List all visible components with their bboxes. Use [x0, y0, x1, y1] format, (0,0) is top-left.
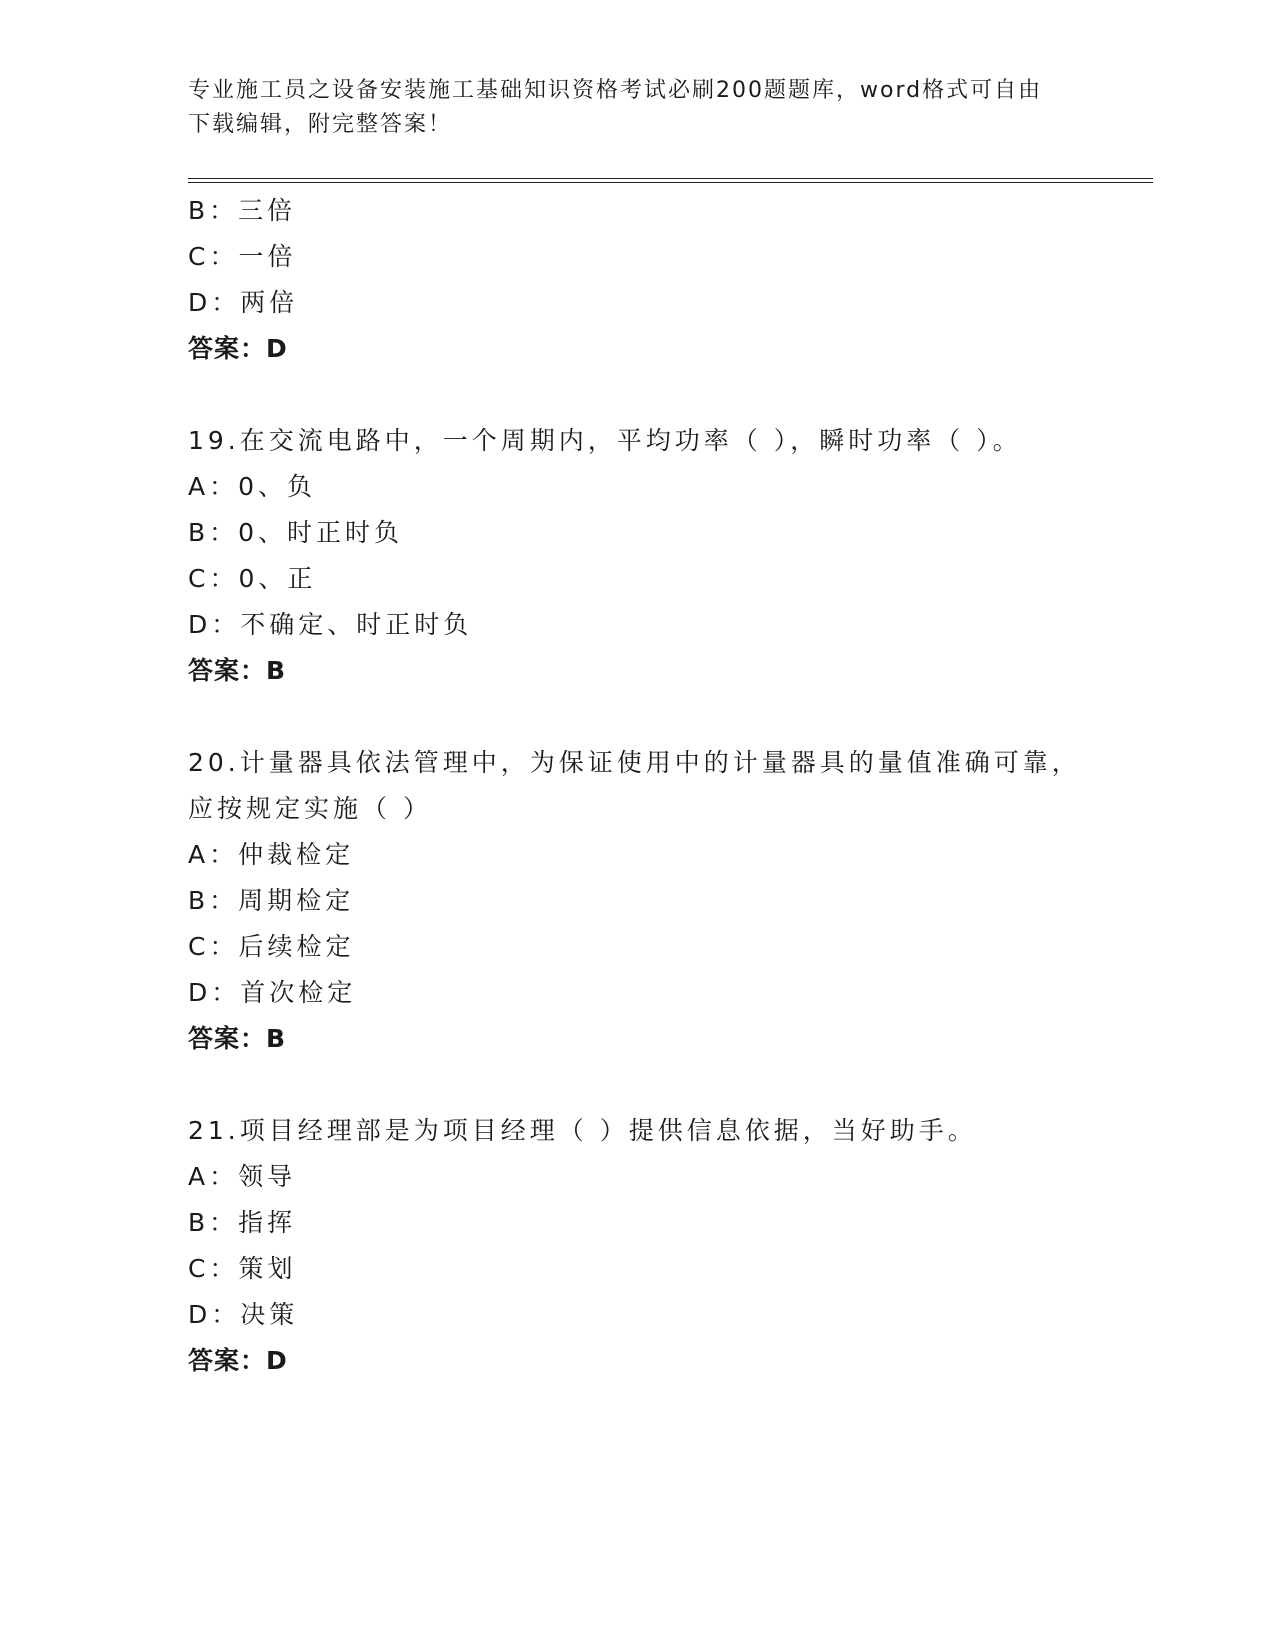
- question-19: [188, 418, 1153, 694]
- spacer: [188, 694, 1153, 740]
- option-c: C：0、正: [188, 564, 317, 593]
- header-line-1: 专业施工员之设备安装施工基础知识资格考试必刷200题题库，word格式可自由: [188, 78, 1043, 103]
- answer: 答案：D: [188, 1346, 288, 1375]
- header-rule-top: [188, 178, 1153, 179]
- question-text-line-1: 20.计量器具依法管理中，为保证使用中的计量器具的量值准确可靠，: [188, 748, 1081, 777]
- option-a: A：0、负: [188, 472, 317, 501]
- header-line-2: 下载编辑，附完整答案！: [188, 112, 453, 137]
- option-b: B：周期检定: [188, 886, 355, 915]
- question-list: [188, 188, 1153, 1384]
- answer: 答案：D: [188, 334, 288, 363]
- option-d: D：决策: [188, 1300, 299, 1329]
- option-d: D：不确定、时正时负: [188, 610, 473, 639]
- question-text: 19.在交流电路中，一个周期内，平均功率（ ），瞬时功率（ ）。: [188, 426, 1022, 455]
- option-c: C：策划: [188, 1254, 297, 1283]
- option-b: B：三倍: [188, 196, 297, 225]
- question-text-line-2: 应按规定实施（ ）: [188, 794, 432, 823]
- option-c: C：后续检定: [188, 932, 355, 961]
- question-18: [188, 188, 1153, 372]
- option-d: D：两倍: [188, 288, 299, 317]
- answer: 答案：B: [188, 656, 287, 685]
- question-21: [188, 1108, 1153, 1384]
- option-d: D：首次检定: [188, 978, 357, 1007]
- option-b: B：0、时正时负: [188, 518, 404, 547]
- question-text: 21.项目经理部是为项目经理（ ）提供信息依据，当好助手。: [188, 1116, 977, 1145]
- spacer: [188, 1062, 1153, 1108]
- spacer: [188, 372, 1153, 418]
- option-a: A：仲裁检定: [188, 840, 355, 869]
- question-20: [188, 740, 1153, 1062]
- header-rule-bottom: [188, 182, 1153, 183]
- option-c: C：一倍: [188, 242, 297, 271]
- option-a: A：领导: [188, 1162, 297, 1191]
- document-header: [188, 74, 1068, 142]
- answer: 答案：B: [188, 1024, 287, 1053]
- option-b: B：指挥: [188, 1208, 297, 1237]
